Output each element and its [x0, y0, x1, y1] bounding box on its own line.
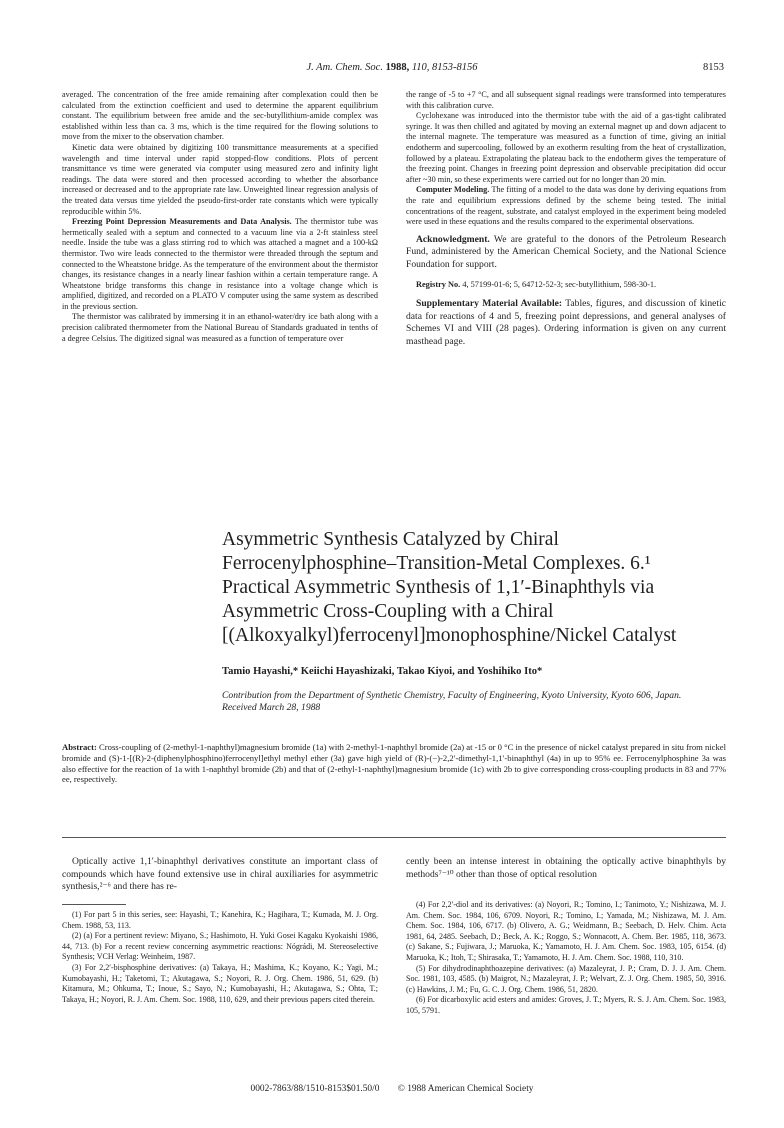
article-abstract: [62, 742, 726, 785]
intro-left-text: Optically active 1,1′-binaphthyl derivatives constitute an important class of compounds which have found extensive use in chiral auxiliaries for asymmetric synthesis,²⁻⁶ and there has re-: [62, 856, 378, 893]
paragraph: [406, 185, 726, 227]
footnote: (3) For 2,2′-bisphosphine derivatives: (a) Takaya, H.; Mashima, K.; Koyano, K.; Yagi, M.; Kumobayashi, H.; Taketomi, T.; Akutagawa, S.; Noyori, R. J. Org. Chem. 1986, 51, 629. (b) Kitamura, M.; Ohkuma, T.; Inoue, S.; Sayo, N.; Kumobayashi, H.; Akutagawa, S.; Ohta, T.; Takaya, H.; Noyori, R. J. Am. Chem. Soc. 1988, 110, 629, and their previous papers cited therein.: [62, 962, 378, 1004]
section-text: The fitting of a model to the data was done by deriving equations from the rate and equilibrium expressions defined by the scheme being tested. The initial concentrations of the reagent, substrate, and catalyst employed in the experiment being modeled were used in these equations and the results compared to the experimental observations.: [406, 185, 726, 227]
abstract-label: Abstract:: [62, 742, 97, 752]
previous-article-right-column: [406, 90, 726, 348]
journal-name: J. Am. Chem. Soc.: [306, 62, 383, 73]
footnote: (2) (a) For a pertinent review: Miyano, S.; Hashimoto, H. Yuki Gosei Kagaku Kyokaishi 1986, 44, 713. (b) For a recent review concerning asymmetric reactions: Nógrádi, M. Stereoselective Synthesis; VCH Verlag: Weinheim, 1987.: [62, 931, 378, 962]
acknowledgment-text: We are grateful to the donors of the Petroleum Research Fund, administered by the American Chemical Society, and the National Science Foundation for support.: [406, 233, 726, 270]
title-line: Asymmetric Synthesis Catalyzed by Chiral: [222, 529, 559, 550]
supplementary-text: Tables, figures, and discussion of kinetic data for reactions of 4 and 5, freezing point depressions, and general analyses of Schemes VI and VIII (28 pages). Ordering information is given on any current masthead page.: [406, 298, 726, 347]
section-text: The thermistor tube was hermetically sealed with a septum and connected to a vacuum line via a 2-ft stainless steel needle. Inside the tube was a glass stirring rod to which was attached a magnet and a 100-kΩ thermistor. Two wire leads connected to the thermistor were threaded through the septum and connected to the Wheatstone bridge. As the temperature of the environment about the thermistor changes, its resistance changes in a nearly linear fashion within a certain temperature range. A Wheatstone bridge transforms this change in resistance into a voltage change which is amplified, digitized, and recorded on a PLATO V computer using the same system as described in the previous section.: [62, 217, 378, 311]
footnote: (5) For dihydrodinaphthoazepine derivatives: (a) Mazaleyrat, J. P.; Cram, D. J. J. Am. Chem. Soc. 1981, 103, 4585. (b) Maigrot, N.; Mazaleyrat, J. P.; Welvart, Z. J. Org. Chem. 1985, 50, 3916. (c) Hawkins, J. M.; Fu, G. C. J. Org. Chem. 1986, 51, 2820.: [406, 963, 726, 994]
registry-text: 4, 57199-01-6; 5, 64712-52-3; sec-butyllithium, 598-30-1.: [462, 279, 657, 289]
paragraph: The thermistor was calibrated by immersing it in an ethanol-water/dry ice bath along with a precision calibrated thermometer from the National Bureau of Standards graduated in tenths of a degree Celsius. The digitized signal was measured as a function of temperature over: [62, 312, 378, 343]
section-heading-freezing: Freezing Point Depression Measurements and Data Analysis.: [72, 217, 292, 227]
paragraph: the range of -5 to +7 °C, and all subsequent signal readings were transformed into temperatures with this calibration curve.: [406, 90, 726, 110]
article-affiliation: Contribution from the Department of Synthetic Chemistry, Faculty of Engineering, Kyoto University, Kyoto 606, Japan. Received March 28, 1988: [222, 690, 682, 713]
footnote: (4) For 2,2′-diol and its derivatives: (a) Noyori, R.; Tomino, I.; Tanimoto, Y.; Nishizawa, M. J. Am. Chem. Soc. 1984, 106, 6709. Noyori, R.; Tomino, I.; Yamada, M.; Nishizawa, M. J. Am. Chem. Soc. 1984, 106, 6717. (b) Olivero, A. G.; Weidmann, B.; Seebach, D. Helv. Chim. Acta 1981, 64, 2485. Seebach, D.; Beck, A. K.; Roggo, S.; Wonnacott, A. Chem. Ber. 1985, 118, 3673. (c) Sakane, S.; Fujiwara, J.; Maruoka, K.; Yamamoto, H. J. Am. Chem. Soc. 1983, 105, 6154. (d) Maruoka, K.; Itoh, T.; Shirasaka, T.; Yamamoto, H. J. Am. Chem. Soc. 1988, 110, 310.: [406, 900, 726, 962]
title-line: [(Alkoxyalkyl)ferrocenyl]monophosphine/Nickel Catalyst: [222, 625, 677, 646]
journal-pages: 110, 8153-8156: [411, 62, 478, 73]
paragraph: [62, 217, 378, 312]
footnote: (6) For dicarboxylic acid esters and amides: Groves, J. T.; Myers, R. S. J. Am. Chem. Soc. 1983, 105, 5791.: [406, 995, 726, 1015]
supplementary-material: [406, 298, 726, 348]
abstract-text: Cross-coupling of (2-methyl-1-naphthyl)magnesium bromide (1a) with 2-methyl-1-naphthyl bromide (2a) at -15 or 0 °C in the presence of nickel catalyst prepared in situ from nickel bromide and (S)-1-[(R)-2-(diphenylphosphino)ferrocenyl]ethyl methyl ether (3a) gave high yield of (R)-(−)-2,2′-dimethyl-1,1′-binaphthyl (4a) in up to 95% ee. Ferrocenylphosphine 3a was also effective for the reaction of 1a with 1-naphthyl bromide (2b) and that of (2-ethyl-1-naphthyl)magnesium bromide (1c) with 2b to give corresponding cross-coupling products in 83 and 77% ee, respectively.: [62, 742, 726, 785]
article-title: [222, 528, 742, 648]
registry-numbers: [406, 280, 726, 291]
article-authors: Tamio Hayashi,* Keiichi Hayashizaki, Takao Kiyoi, and Yoshihiko Ito*: [222, 666, 543, 677]
footnotes-left: [62, 910, 378, 1005]
journal-citation: [0, 62, 784, 73]
previous-article-left-column: [62, 90, 378, 344]
acknowledgment: [406, 234, 726, 272]
section-heading-modeling: Computer Modeling.: [416, 185, 490, 195]
page-number: 8153: [703, 62, 724, 73]
title-line: Practical Asymmetric Synthesis of 1,1′-Binaphthyls via: [222, 577, 655, 598]
paragraph: Cyclohexane was introduced into the thermistor tube with the aid of a gas-tight calibrated syringe. It was then chilled and agitated by moving an external magnet up and down adjacent to the internal magnete. The temperature was measured as a function of time, giving an initial endotherm and supercooling, followed by an exotherm resulting from the heat of crystallization, followed by a plateau. Extrapolating the plateau back to the endotherm gives the temperature of the freezing point. Changes in freezing point depression and observable precipitation did occur after ~30 min, so these experiments were carried out for no longer than 20 min.: [406, 111, 726, 184]
acknowledgment-heading: Acknowledgment.: [416, 233, 490, 245]
title-line: Ferrocenylphosphine–Transition-Metal Complexes. 6.¹: [222, 553, 651, 574]
intro-right: cently been an intense interest in obtaining the optically active binaphthyls by methods⁷⁻¹⁰ other than those of optical resolution: [406, 856, 726, 880]
footnote: (1) For part 5 in this series, see: Hayashi, T.; Kanehira, K.; Hagihara, T.; Kumada, M. J. Org. Chem. 1988, 53, 113.: [62, 910, 378, 930]
paragraph: averaged. The concentration of the free amide remaining after complexation could then be calculated from the extinction coefficient and used to determine the apparent equilibrium constant. The equilibrium between free amide and the sec-butyllithium-amide complex was established within less than ca. 3 ms, which is the time required for the flowing solutions to move from the mixer to the observation chamber.: [62, 90, 378, 142]
intro-left: [62, 856, 378, 894]
title-line: Asymmetric Cross-Coupling with a Chiral: [222, 601, 554, 622]
footnote-divider: [62, 904, 126, 905]
footnotes-right: [406, 900, 726, 1017]
running-header: [0, 62, 784, 76]
abstract-divider: [62, 837, 726, 838]
journal-year: 1988,: [385, 62, 410, 73]
supplementary-heading: Supplementary Material Available:: [416, 298, 563, 310]
page-footer: [0, 1084, 784, 1094]
registry-heading: Registry No.: [416, 279, 461, 289]
paragraph: Kinetic data were obtained by digitizing 100 transmittance measurements at a specified wavelength and time interval under rapid stopped-flow conditions. Plots of percent transmittance vs time were generated via computer using measured zero and infinity light readings. The data were stored and then processed according to whether the absorbance increased or decreased and to the appropriate rate law. Unweighted linear regression analysis of the treated data versus time yielded the pseudo-first-order rate constants which were typically reproducible within 5%.: [62, 142, 378, 216]
footer-copyright: © 1988 American Chemical Society: [397, 1084, 534, 1094]
footer-code: 0002-7863/88/1510-8153$01.50/0: [250, 1084, 380, 1094]
